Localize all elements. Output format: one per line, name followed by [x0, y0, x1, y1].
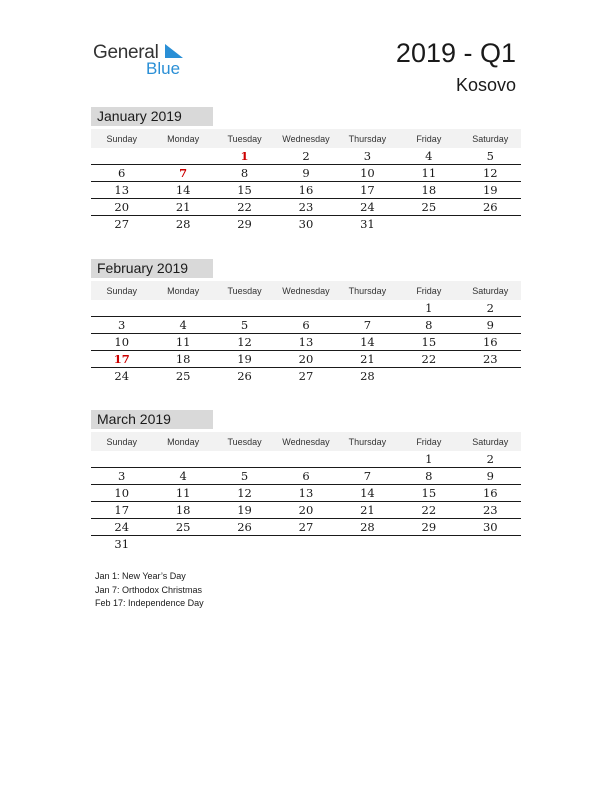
- day-cell: 8: [398, 317, 459, 334]
- country-name: Kosovo: [455, 75, 516, 95]
- day-cell: 6: [275, 468, 336, 485]
- day-cell: 16: [460, 334, 521, 351]
- month-name: March 2019: [91, 410, 213, 429]
- day-cell: 9: [460, 468, 521, 485]
- day-cell: 25: [175, 369, 191, 383]
- logo-blue-text: Blue: [146, 59, 181, 78]
- day-cell: 22: [398, 502, 459, 519]
- day-cell: 6: [275, 317, 336, 334]
- weekday-header: Sunday: [91, 281, 152, 300]
- week-row: [91, 182, 521, 199]
- day-cell: 2: [275, 148, 336, 165]
- month-calendar: [91, 410, 521, 552]
- day-cell: 24: [337, 199, 398, 216]
- day-cell: 19: [214, 351, 275, 368]
- day-cell: 11: [152, 334, 213, 351]
- month-grid: [91, 129, 521, 232]
- day-cell: 14: [337, 334, 398, 351]
- day-cell: 23: [460, 502, 521, 519]
- day-cell: 28: [175, 217, 191, 231]
- day-cell: 7: [152, 165, 213, 182]
- day-cell: 9: [275, 165, 336, 182]
- day-cell: 18: [398, 182, 459, 199]
- day-cell: 4: [152, 468, 213, 485]
- week-row: [91, 368, 521, 385]
- weekday-header: Friday: [398, 129, 459, 148]
- day-cell: [275, 536, 336, 553]
- day-cell: 20: [91, 199, 152, 216]
- day-cell: 2: [460, 300, 521, 317]
- week-row: [91, 451, 521, 468]
- logo: [93, 42, 203, 82]
- month-name: February 2019: [91, 259, 213, 278]
- month-grid: [91, 281, 521, 384]
- day-cell: 15: [398, 485, 459, 502]
- day-cell: 3: [91, 317, 152, 334]
- logo-general-text: General: [93, 42, 159, 63]
- weekday-header: Wednesday: [275, 432, 336, 451]
- week-row: [91, 536, 521, 553]
- weekday-header: Tuesday: [214, 281, 275, 300]
- day-cell: 17: [337, 182, 398, 199]
- day-cell: 22: [214, 199, 275, 216]
- day-cell: 28: [337, 519, 398, 536]
- day-cell: 14: [152, 182, 213, 199]
- day-cell: 23: [275, 199, 336, 216]
- weekday-header: Tuesday: [214, 129, 275, 148]
- week-row: [91, 502, 521, 519]
- day-cell: [460, 216, 521, 233]
- weekday-header: Saturday: [460, 281, 521, 300]
- day-cell: 17: [91, 502, 152, 519]
- day-cell: [214, 451, 275, 468]
- day-cell: 7: [337, 317, 398, 334]
- day-cell: 27: [114, 217, 130, 231]
- day-cell: 9: [460, 317, 521, 334]
- weekday-header: Tuesday: [214, 432, 275, 451]
- week-row: [91, 148, 521, 165]
- day-cell: [460, 368, 521, 385]
- week-row: [91, 199, 521, 216]
- day-cell: 8: [214, 165, 275, 182]
- day-cell: 18: [152, 502, 213, 519]
- day-cell: 6: [91, 165, 152, 182]
- day-cell: 3: [91, 468, 152, 485]
- day-cell: 7: [337, 468, 398, 485]
- day-cell: 17: [91, 351, 152, 368]
- day-cell: 1: [398, 300, 459, 317]
- weekday-header: Thursday: [337, 281, 398, 300]
- day-cell: 20: [275, 502, 336, 519]
- day-cell: 11: [398, 165, 459, 182]
- day-cell: 25: [152, 519, 213, 536]
- month-name: January 2019: [91, 107, 213, 126]
- day-cell: 27: [298, 369, 314, 383]
- week-row: [91, 334, 521, 351]
- day-cell: 11: [152, 485, 213, 502]
- day-cell: 1: [398, 451, 459, 468]
- day-cell: [91, 148, 152, 165]
- day-cell: [152, 451, 213, 468]
- logo-triangle-icon: [165, 44, 183, 60]
- weekday-header: Wednesday: [275, 129, 336, 148]
- day-cell: 12: [460, 165, 521, 182]
- day-cell: 31: [114, 537, 130, 551]
- day-cell: 13: [91, 182, 152, 199]
- weekday-header: Sunday: [91, 432, 152, 451]
- day-cell: 20: [275, 351, 336, 368]
- weekday-header: Monday: [152, 129, 213, 148]
- day-cell: 2: [460, 451, 521, 468]
- holiday-note: Jan 7: Orthodox Christmas: [95, 584, 203, 595]
- week-row: [91, 351, 521, 368]
- day-cell: 26: [460, 199, 521, 216]
- weekday-header: Saturday: [460, 432, 521, 451]
- weekday-header: Friday: [398, 432, 459, 451]
- day-cell: [398, 536, 459, 553]
- day-cell: 8: [398, 468, 459, 485]
- week-row: [91, 317, 521, 334]
- holiday-note: Feb 17: Independence Day: [95, 598, 204, 608]
- day-cell: 26: [214, 519, 275, 536]
- day-cell: 22: [398, 351, 459, 368]
- day-cell: 24: [114, 369, 130, 383]
- day-cell: [214, 536, 275, 553]
- day-cell: 4: [152, 317, 213, 334]
- day-cell: 28: [360, 369, 375, 383]
- day-cell: 14: [337, 485, 398, 502]
- day-cell: 10: [91, 485, 152, 502]
- day-cell: [337, 300, 398, 317]
- day-cell: 24: [91, 519, 152, 536]
- day-cell: [214, 300, 275, 317]
- weekday-header: Sunday: [91, 129, 152, 148]
- day-cell: 21: [337, 351, 398, 368]
- day-cell: 23: [460, 351, 521, 368]
- day-cell: 13: [275, 334, 336, 351]
- day-cell: 27: [275, 519, 336, 536]
- week-row: [91, 300, 521, 317]
- holiday-note: Jan 1: New Year’s Day: [95, 571, 186, 581]
- day-cell: [460, 536, 521, 553]
- day-cell: [275, 300, 336, 317]
- day-cell: 30: [298, 217, 314, 231]
- day-cell: 5: [214, 468, 275, 485]
- day-cell: 29: [237, 217, 252, 231]
- day-cell: 31: [360, 217, 375, 231]
- holiday-notes: [95, 570, 204, 611]
- day-cell: [91, 300, 152, 317]
- day-cell: 10: [91, 334, 152, 351]
- week-row: [91, 468, 521, 485]
- weekday-header: Monday: [152, 281, 213, 300]
- day-cell: [337, 536, 398, 553]
- day-cell: [152, 148, 213, 165]
- day-cell: 5: [460, 148, 521, 165]
- weekday-header: Wednesday: [275, 281, 336, 300]
- month-grid: [91, 432, 521, 552]
- day-cell: 1: [214, 148, 275, 165]
- week-row: [91, 519, 521, 536]
- day-cell: [275, 451, 336, 468]
- day-cell: [398, 368, 459, 385]
- day-cell: 19: [214, 502, 275, 519]
- day-cell: 16: [460, 485, 521, 502]
- day-cell: [398, 216, 459, 233]
- week-row: [91, 165, 521, 182]
- day-cell: 12: [214, 485, 275, 502]
- day-cell: [337, 451, 398, 468]
- month-calendar: [91, 107, 521, 232]
- week-row: [91, 216, 521, 233]
- weekday-header: Saturday: [460, 129, 521, 148]
- month-calendar: [91, 259, 521, 384]
- day-cell: [152, 536, 213, 553]
- day-cell: [152, 300, 213, 317]
- day-cell: 19: [460, 182, 521, 199]
- day-cell: 21: [152, 199, 213, 216]
- day-cell: 16: [275, 182, 336, 199]
- weekday-header: Monday: [152, 432, 213, 451]
- day-cell: 3: [337, 148, 398, 165]
- week-row: [91, 485, 521, 502]
- day-cell: 15: [214, 182, 275, 199]
- day-cell: 4: [398, 148, 459, 165]
- day-cell: 13: [275, 485, 336, 502]
- weekday-header: Friday: [398, 281, 459, 300]
- day-cell: 29: [398, 519, 459, 536]
- day-cell: 5: [214, 317, 275, 334]
- day-cell: 15: [398, 334, 459, 351]
- day-cell: 18: [152, 351, 213, 368]
- day-cell: 10: [337, 165, 398, 182]
- weekday-header: Thursday: [337, 129, 398, 148]
- day-cell: [91, 451, 152, 468]
- day-cell: 21: [337, 502, 398, 519]
- day-cell: 25: [398, 199, 459, 216]
- day-cell: 12: [214, 334, 275, 351]
- weekday-header: Thursday: [337, 432, 398, 451]
- page-title: 2019 - Q1: [395, 38, 516, 68]
- day-cell: 26: [237, 369, 252, 383]
- day-cell: 30: [460, 519, 521, 536]
